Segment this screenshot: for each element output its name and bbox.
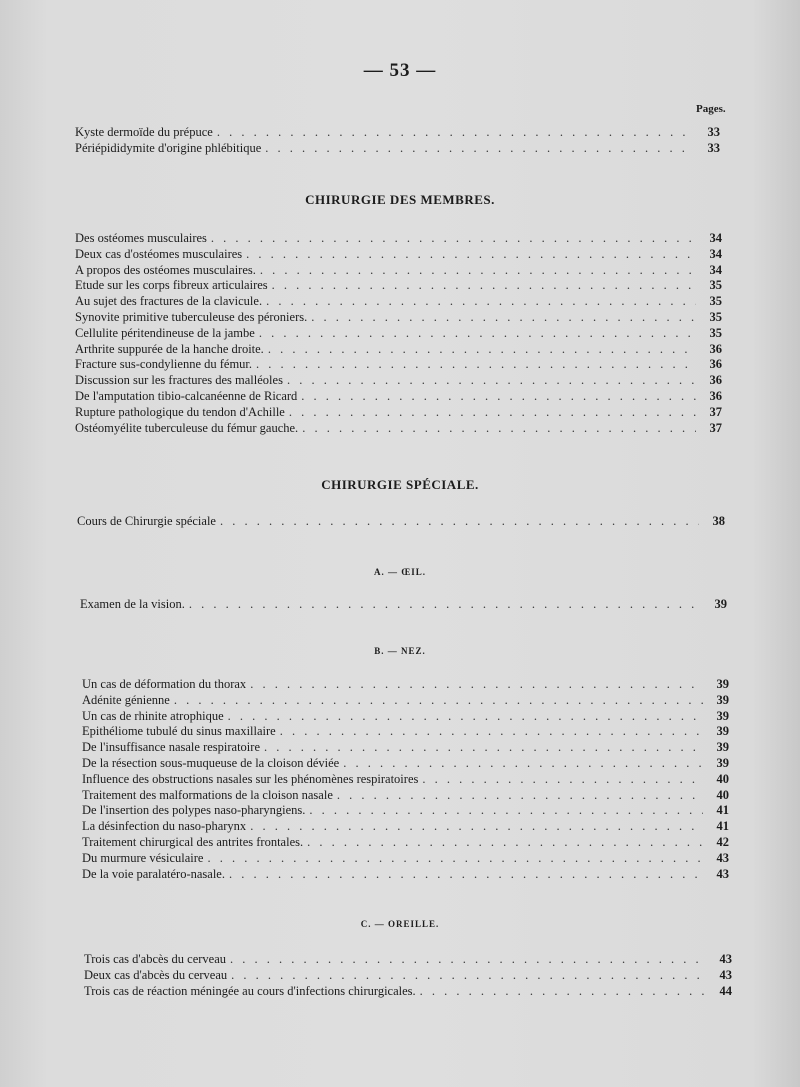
leader-dots bbox=[246, 247, 696, 263]
toc-entry bbox=[0, 788, 800, 804]
entry-title: Traitement chirurgical des antrites frontales. bbox=[82, 834, 304, 849]
entry-title: De l'insuffisance nasale respiratoire bbox=[82, 740, 260, 755]
entry-page: 41 bbox=[716, 803, 729, 818]
entry-title: Arthrite suppurée de la hanche droite. bbox=[75, 341, 264, 356]
entry-title: Au sujet des fractures de la clavicule. bbox=[75, 294, 263, 309]
leader-dots bbox=[264, 740, 703, 756]
entry-title: De l'amputation tibio-calcanéenne de Ricard bbox=[75, 388, 298, 403]
leader-dots bbox=[287, 373, 696, 389]
toc-entry bbox=[0, 803, 800, 819]
entry-page: 37 bbox=[709, 404, 722, 419]
entry-title: Adénite génienne bbox=[82, 692, 170, 707]
toc-entry bbox=[0, 835, 800, 851]
entry-title: De la voie paralatéro-nasale. bbox=[82, 866, 225, 881]
entry-title: Rupture pathologique du tendon d'Achille bbox=[75, 404, 285, 419]
entry-title: Cellulite péritendineuse de la jambe bbox=[75, 325, 255, 340]
toc-block-nez bbox=[0, 677, 800, 882]
entry-title: Fracture sus-condylienne du fémur. bbox=[75, 357, 253, 372]
entry-page: 34 bbox=[709, 231, 722, 245]
entry-page: 39 bbox=[716, 755, 729, 770]
toc-entry bbox=[0, 421, 800, 437]
toc-entry bbox=[0, 141, 800, 157]
leader-dots bbox=[174, 693, 703, 709]
entry-title: De l'insertion des polypes naso-pharyngiens. bbox=[82, 803, 306, 818]
entry-page: 37 bbox=[709, 420, 722, 435]
leader-dots bbox=[211, 231, 696, 247]
leader-dots bbox=[268, 342, 696, 358]
entry-page: 33 bbox=[707, 140, 720, 155]
toc-entry bbox=[0, 342, 800, 358]
entry-title: De la résection sous-muqueuse de la cloison déviée bbox=[82, 755, 340, 770]
entry-page: 39 bbox=[716, 677, 729, 691]
toc-entry bbox=[0, 263, 800, 279]
entry-title: Du murmure vésiculaire bbox=[82, 850, 204, 865]
entry-title: Périépididymite d'origine phlébitique bbox=[75, 140, 262, 155]
entry-title: Synovite primitive tuberculeuse des péroniers. bbox=[75, 309, 308, 324]
entry-page: 40 bbox=[716, 771, 729, 786]
entry-page: 39 bbox=[716, 724, 729, 739]
toc-entry bbox=[0, 724, 800, 740]
toc-entry bbox=[0, 514, 800, 530]
pages-column-label: Pages. bbox=[696, 103, 726, 115]
leader-dots bbox=[289, 405, 696, 421]
entry-page: 39 bbox=[716, 692, 729, 707]
entry-title: Examen de la vision. bbox=[80, 597, 185, 611]
toc-block-oreille bbox=[0, 952, 800, 999]
leader-dots bbox=[231, 968, 706, 984]
toc-entry bbox=[0, 326, 800, 342]
toc-entry bbox=[0, 405, 800, 421]
toc-entry bbox=[0, 968, 800, 984]
entry-page: 33 bbox=[707, 125, 720, 139]
leader-dots bbox=[220, 514, 699, 530]
leader-dots bbox=[301, 389, 696, 405]
leader-dots bbox=[256, 357, 696, 373]
entry-title: Trois cas de réaction méningée au cours d'infections chirurgicales. bbox=[84, 983, 416, 998]
leader-dots bbox=[217, 125, 694, 141]
leader-dots bbox=[228, 709, 703, 725]
entry-title: Influence des obstructions nasales sur les phénomènes respiratoires bbox=[82, 771, 419, 786]
toc-entry bbox=[0, 373, 800, 389]
entry-page: 44 bbox=[719, 983, 732, 998]
entry-page: 43 bbox=[716, 850, 729, 865]
entry-page: 35 bbox=[709, 325, 722, 340]
entry-page: 43 bbox=[719, 967, 732, 982]
entry-title: Un cas de rhinite atrophique bbox=[82, 708, 224, 723]
toc-entry bbox=[0, 740, 800, 756]
leader-dots bbox=[250, 819, 703, 835]
toc-entry bbox=[0, 867, 800, 883]
toc-entry bbox=[0, 693, 800, 709]
toc-entry bbox=[0, 310, 800, 326]
toc-entry bbox=[0, 278, 800, 294]
section-heading-oeil: A. — ŒIL. bbox=[373, 567, 426, 577]
entry-page: 34 bbox=[709, 262, 722, 277]
toc-entry bbox=[0, 756, 800, 772]
entry-title: Kyste dermoïde du prépuce bbox=[75, 125, 213, 139]
entry-page: 36 bbox=[709, 357, 722, 372]
section-heading-membres: CHIRURGIE DES MEMBRES. bbox=[305, 192, 495, 207]
leader-dots bbox=[230, 952, 706, 968]
toc-block-membres bbox=[0, 231, 800, 436]
toc-entry bbox=[0, 677, 800, 693]
leader-dots bbox=[229, 867, 703, 883]
entry-title: Un cas de déformation du thorax bbox=[82, 677, 247, 691]
leader-dots bbox=[307, 835, 703, 851]
page-number: — 53 — bbox=[363, 60, 437, 81]
toc-entry bbox=[0, 597, 800, 613]
leader-dots bbox=[260, 263, 696, 279]
toc-block-urology bbox=[0, 125, 800, 157]
leader-dots bbox=[309, 803, 703, 819]
toc-block-oeil bbox=[0, 597, 800, 613]
leader-dots bbox=[189, 597, 701, 613]
entry-page: 34 bbox=[709, 246, 722, 261]
toc-block-speciale bbox=[0, 514, 800, 530]
entry-title: Epithéliome tubulé du sinus maxillaire bbox=[82, 724, 276, 739]
leader-dots bbox=[422, 772, 703, 788]
entry-title: Des ostéomes musculaires bbox=[75, 231, 207, 245]
section-heading-oreille: C. — OREILLE. bbox=[360, 919, 440, 929]
entry-page: 38 bbox=[712, 514, 725, 528]
entry-title: Traitement des malformations de la cloison nasale bbox=[82, 787, 333, 802]
leader-dots bbox=[420, 984, 706, 1000]
leader-dots bbox=[265, 141, 694, 157]
entry-page: 36 bbox=[709, 373, 722, 388]
toc-entry bbox=[0, 125, 800, 141]
entry-page: 39 bbox=[716, 740, 729, 755]
entry-page: 36 bbox=[709, 388, 722, 403]
entry-title: Etude sur les corps fibreux articulaires bbox=[75, 278, 268, 293]
entry-page: 35 bbox=[709, 294, 722, 309]
toc-entry bbox=[0, 231, 800, 247]
entry-title: La désinfection du naso-pharynx bbox=[82, 819, 247, 834]
leader-dots bbox=[302, 421, 696, 437]
entry-title: Cours de Chirurgie spéciale bbox=[77, 514, 216, 528]
section-heading-speciale: CHIRURGIE SPÉCIALE. bbox=[321, 477, 479, 492]
toc-entry bbox=[0, 357, 800, 373]
leader-dots bbox=[337, 788, 703, 804]
leader-dots bbox=[272, 278, 696, 294]
entry-page: 40 bbox=[716, 787, 729, 802]
toc-entry bbox=[0, 772, 800, 788]
entry-title: Deux cas d'abcès du cerveau bbox=[84, 967, 228, 982]
toc-entry bbox=[0, 984, 800, 1000]
entry-page: 43 bbox=[716, 866, 729, 881]
toc-entry bbox=[0, 294, 800, 310]
entry-title: Deux cas d'ostéomes musculaires bbox=[75, 246, 243, 261]
leader-dots bbox=[207, 851, 703, 867]
section-heading-nez: B. — NEZ. bbox=[374, 646, 426, 656]
toc-entry bbox=[0, 851, 800, 867]
leader-dots bbox=[250, 677, 703, 693]
entry-title: Ostéomyélite tuberculeuse du fémur gauche. bbox=[75, 420, 299, 435]
entry-title: Discussion sur les fractures des malléoles bbox=[75, 373, 283, 388]
entry-page: 35 bbox=[709, 278, 722, 293]
leader-dots bbox=[343, 756, 703, 772]
entry-title: Trois cas d'abcès du cerveau bbox=[84, 952, 227, 966]
toc-entry bbox=[0, 709, 800, 725]
leader-dots bbox=[311, 310, 696, 326]
toc-entry bbox=[0, 952, 800, 968]
toc-entry bbox=[0, 819, 800, 835]
entry-title: A propos des ostéomes musculaires. bbox=[75, 262, 256, 277]
entry-page: 42 bbox=[716, 834, 729, 849]
entry-page: 39 bbox=[716, 708, 729, 723]
leader-dots bbox=[266, 294, 696, 310]
leader-dots bbox=[259, 326, 696, 342]
entry-page: 39 bbox=[714, 597, 727, 611]
leader-dots bbox=[280, 724, 703, 740]
toc-entry bbox=[0, 247, 800, 263]
entry-page: 36 bbox=[709, 341, 722, 356]
entry-page: 41 bbox=[716, 819, 729, 834]
entry-page: 43 bbox=[719, 952, 732, 966]
toc-entry bbox=[0, 389, 800, 405]
entry-page: 35 bbox=[709, 309, 722, 324]
